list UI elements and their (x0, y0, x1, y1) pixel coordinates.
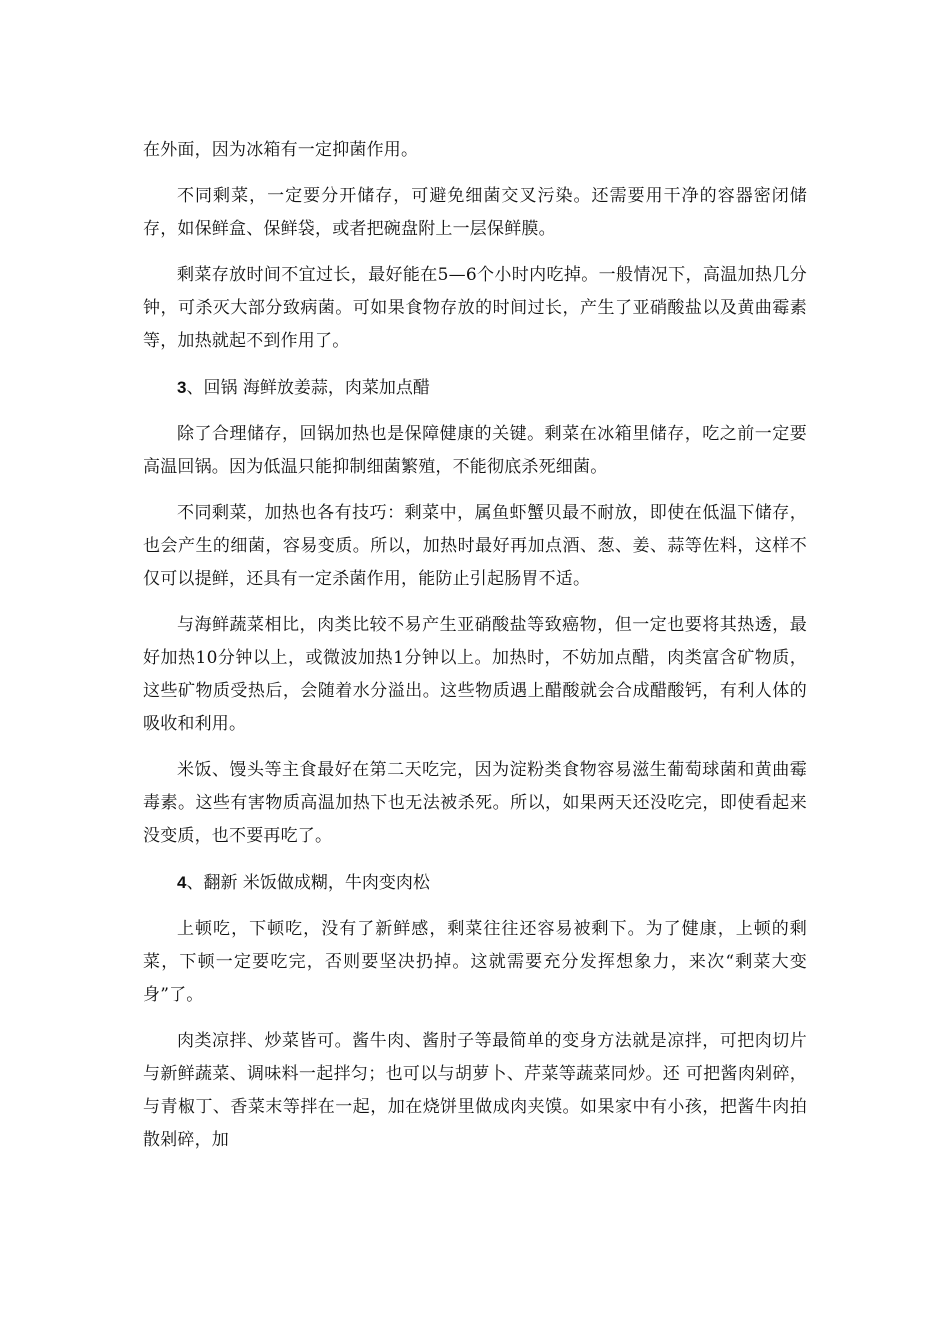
paragraph-staple-food: 米饭、馒头等主食最好在第二天吃完，因为淀粉类食物容易滋生葡萄球菌和黄曲霉毒素。这些有害物质高温加热下也无法被杀死。所以，如果两天还没吃完，即使看起来没变质，也不要再吃了。 (143, 760, 807, 846)
section-title: 、翻新 米饭做成糊，牛肉变肉松 (186, 873, 430, 893)
paragraph-seafood-tips: 不同剩菜，加热也各有技巧：剩菜中，属鱼虾蟹贝最不耐放，即使在低温下储存，也会产生的细菌，容易变质。所以，加热时最好再加点酒、葱、姜、蒜等佐料，这样不仅可以提鲜，还具有一定杀菌作用，能防止引起肠胃不适。 (143, 503, 807, 589)
paragraph-fridge-continued: 在外面，因为冰箱有一定抑菌作用。 (143, 140, 419, 160)
paragraph-leftover-makeover: 上顿吃，下顿吃，没有了新鲜感，剩菜往往还容易被剩下。为了健康，上顿的剩菜，下顿一定要吃完，否则要坚决扔掉。这就需要充分发挥想象力，来次“剩菜大变身”了。 (143, 919, 807, 1005)
section-title: 、回锅 海鲜放姜蒜，肉菜加点醋 (186, 378, 430, 398)
section-number: 4 (177, 873, 187, 892)
section-heading-reheat (143, 371, 807, 405)
paragraph-reheat-importance: 除了合理储存，回锅加热也是保障健康的关键。剩菜在冰箱里储存，吃之前一定要高温回锅。因为低温只能抑制细菌繁殖，不能彻底杀死细菌。 (143, 424, 807, 477)
paragraph-separate-storage: 不同剩菜，一定要分开储存，可避免细菌交叉污染。还需要用干净的容器密闭储存，如保鲜盒、保鲜袋，或者把碗盘附上一层保鲜膜。 (143, 186, 807, 239)
document-page (143, 134, 807, 1170)
paragraph-meat-recipes: 肉类凉拌、炒菜皆可。酱牛肉、酱肘子等最简单的变身方法就是凉拌，可把肉切片与新鲜蔬菜、调味料一起拌匀；也可以与胡萝卜、芹菜等蔬菜同炒。还 可把酱肉剁碎，与青椒丁、香菜末等拌在一起，加在烧饼里做成肉夹馍。如果家中有小孩，把酱牛肉拍散剁碎，加 (143, 1031, 807, 1150)
paragraph-storage-time: 剩菜存放时间不宜过长，最好能在5—6个小时内吃掉。一般情况下，高温加热几分钟，可杀灭大部分致病菌。可如果食物存放的时间过长，产生了亚硝酸盐以及黄曲霉素等，加热就起不到作用了。 (143, 265, 807, 351)
paragraph-meat-tips: 与海鲜蔬菜相比，肉类比较不易产生亚硝酸盐等致癌物，但一定也要将其热透，最好加热10分钟以上，或微波加热1分钟以上。加热时，不妨加点醋，肉类富含矿物质，这些矿物质受热后，会随着水分溢出。这些物质遇上醋酸就会合成醋酸钙，有利人体的吸收和利用。 (143, 615, 807, 734)
section-heading-renew (143, 866, 807, 900)
section-number: 3 (177, 378, 187, 397)
